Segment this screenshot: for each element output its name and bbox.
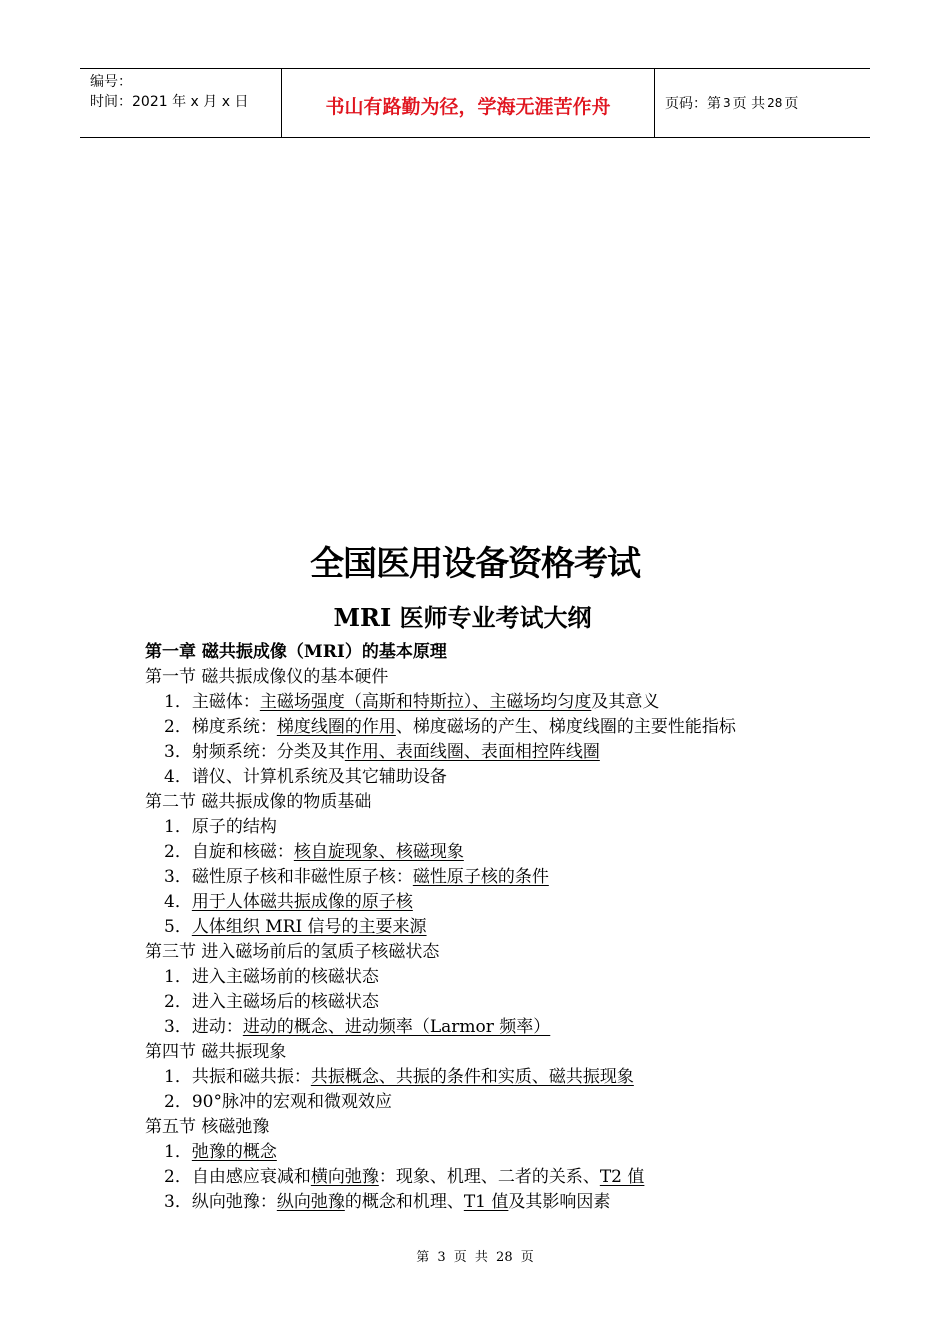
document-title: 全国医用设备资格考试 (310, 544, 640, 584)
header-motto: 书山有路勤为径，学海无涯苦作舟 (282, 69, 655, 137)
list-item (145, 715, 865, 740)
section-2-heading: 第二节 磁共振成像的物质基础 (145, 792, 372, 812)
document-time: 时间：2021 年 x 月 x 日 (90, 94, 249, 110)
item-text: 3．纵向弛豫： (164, 1192, 277, 1212)
item-text: 1．主磁体： (164, 692, 260, 712)
underlined-text: 横向弛豫 (310, 1167, 379, 1187)
list-item (145, 915, 865, 940)
section-3-heading: 第三节 进入磁场前后的氢质子核磁状态 (145, 942, 440, 962)
list-item (145, 1190, 865, 1215)
underlined-text: 核自旋现象、核磁现象 (293, 842, 464, 862)
underlined-text: 梯度线圈的作用 (276, 717, 396, 737)
item-text: 4． (164, 892, 192, 912)
underlined-text: 作用、表面线圈、表面相控阵线圈 (344, 742, 600, 762)
page-footer: 第 3 页 共 28 页 (416, 1250, 534, 1265)
syllabus-outline (145, 640, 865, 1215)
underlined-text: T1 值 (463, 1192, 509, 1212)
list-item: 1．进入主磁场前的核磁状态 (164, 967, 379, 987)
list-item: 2．90°脉冲的宏观和微观效应 (164, 1092, 392, 1112)
item-text: 的概念和机理、 (344, 1192, 464, 1212)
document-number-label: 编号： (90, 74, 132, 90)
underlined-text: 弛豫的概念 (191, 1142, 277, 1162)
list-item (145, 840, 865, 865)
list-item (145, 890, 865, 915)
list-item: 4．谱仪、计算机系统及其它辅助设备 (164, 767, 447, 787)
item-text: 5． (164, 917, 192, 937)
item-text: 及其意义 (591, 692, 660, 712)
header-page-info (655, 69, 870, 137)
list-item: 1．原子的结构 (164, 817, 277, 837)
page-label-a: 页码：第 (665, 96, 721, 112)
item-text: 3．进动： (164, 1017, 243, 1037)
item-text: ：现象、机理、二者的关系、 (378, 1167, 600, 1187)
item-text: 2．自旋和核磁： (164, 842, 294, 862)
underlined-text: 共振概念、共振的条件和实质、磁共振现象 (310, 1067, 634, 1087)
item-text: 3．磁性原子核和非磁性原子核： (164, 867, 413, 887)
section-5-heading: 第五节 核磁弛豫 (145, 1117, 270, 1137)
underlined-text: 纵向弛豫 (276, 1192, 345, 1212)
item-text: 及其影响因素 (508, 1192, 611, 1212)
section-4-heading: 第四节 磁共振现象 (145, 1042, 287, 1062)
list-item (145, 1065, 865, 1090)
section-1-heading: 第一节 磁共振成像仪的基本硬件 (145, 667, 389, 687)
list-item (145, 1140, 865, 1165)
underlined-text: T2 值 (599, 1167, 645, 1187)
page-header (80, 68, 870, 138)
underlined-text: 人体组织 MRI 信号的主要来源 (191, 917, 427, 937)
page-total: 28 (767, 96, 783, 110)
page-label-c: 页 (784, 96, 799, 112)
list-item (145, 1165, 865, 1190)
list-item (145, 690, 865, 715)
chapter-heading: 第一章 磁共振成像（MRI）的基本原理 (145, 642, 447, 662)
underlined-text: 用于人体磁共振成像的原子核 (191, 892, 413, 912)
list-item (145, 1015, 865, 1040)
item-text: 1． (164, 1142, 192, 1162)
list-item (145, 740, 865, 765)
page-current: 3 (723, 96, 731, 110)
item-text: 2．梯度系统： (164, 717, 277, 737)
document-subtitle: MRI 医师专业考试大纲 (333, 603, 592, 632)
underlined-text: 磁性原子核的条件 (412, 867, 549, 887)
page-label-b: 页 共 (732, 96, 766, 112)
item-text: 3．射频系统：分类及其 (164, 742, 345, 762)
header-meta (80, 69, 282, 137)
list-item: 2．进入主磁场后的核磁状态 (164, 992, 379, 1012)
underlined-text: 进动的概念、进动频率（Larmor 频率） (242, 1017, 551, 1037)
item-text: 、梯度磁场的产生、梯度线圈的主要性能指标 (395, 717, 736, 737)
underlined-text: 主磁场强度（高斯和特斯拉）、主磁场均匀度 (259, 692, 592, 712)
item-text: 1．共振和磁共振： (164, 1067, 311, 1087)
item-text: 2．自由感应衰减和 (164, 1167, 311, 1187)
list-item (145, 865, 865, 890)
